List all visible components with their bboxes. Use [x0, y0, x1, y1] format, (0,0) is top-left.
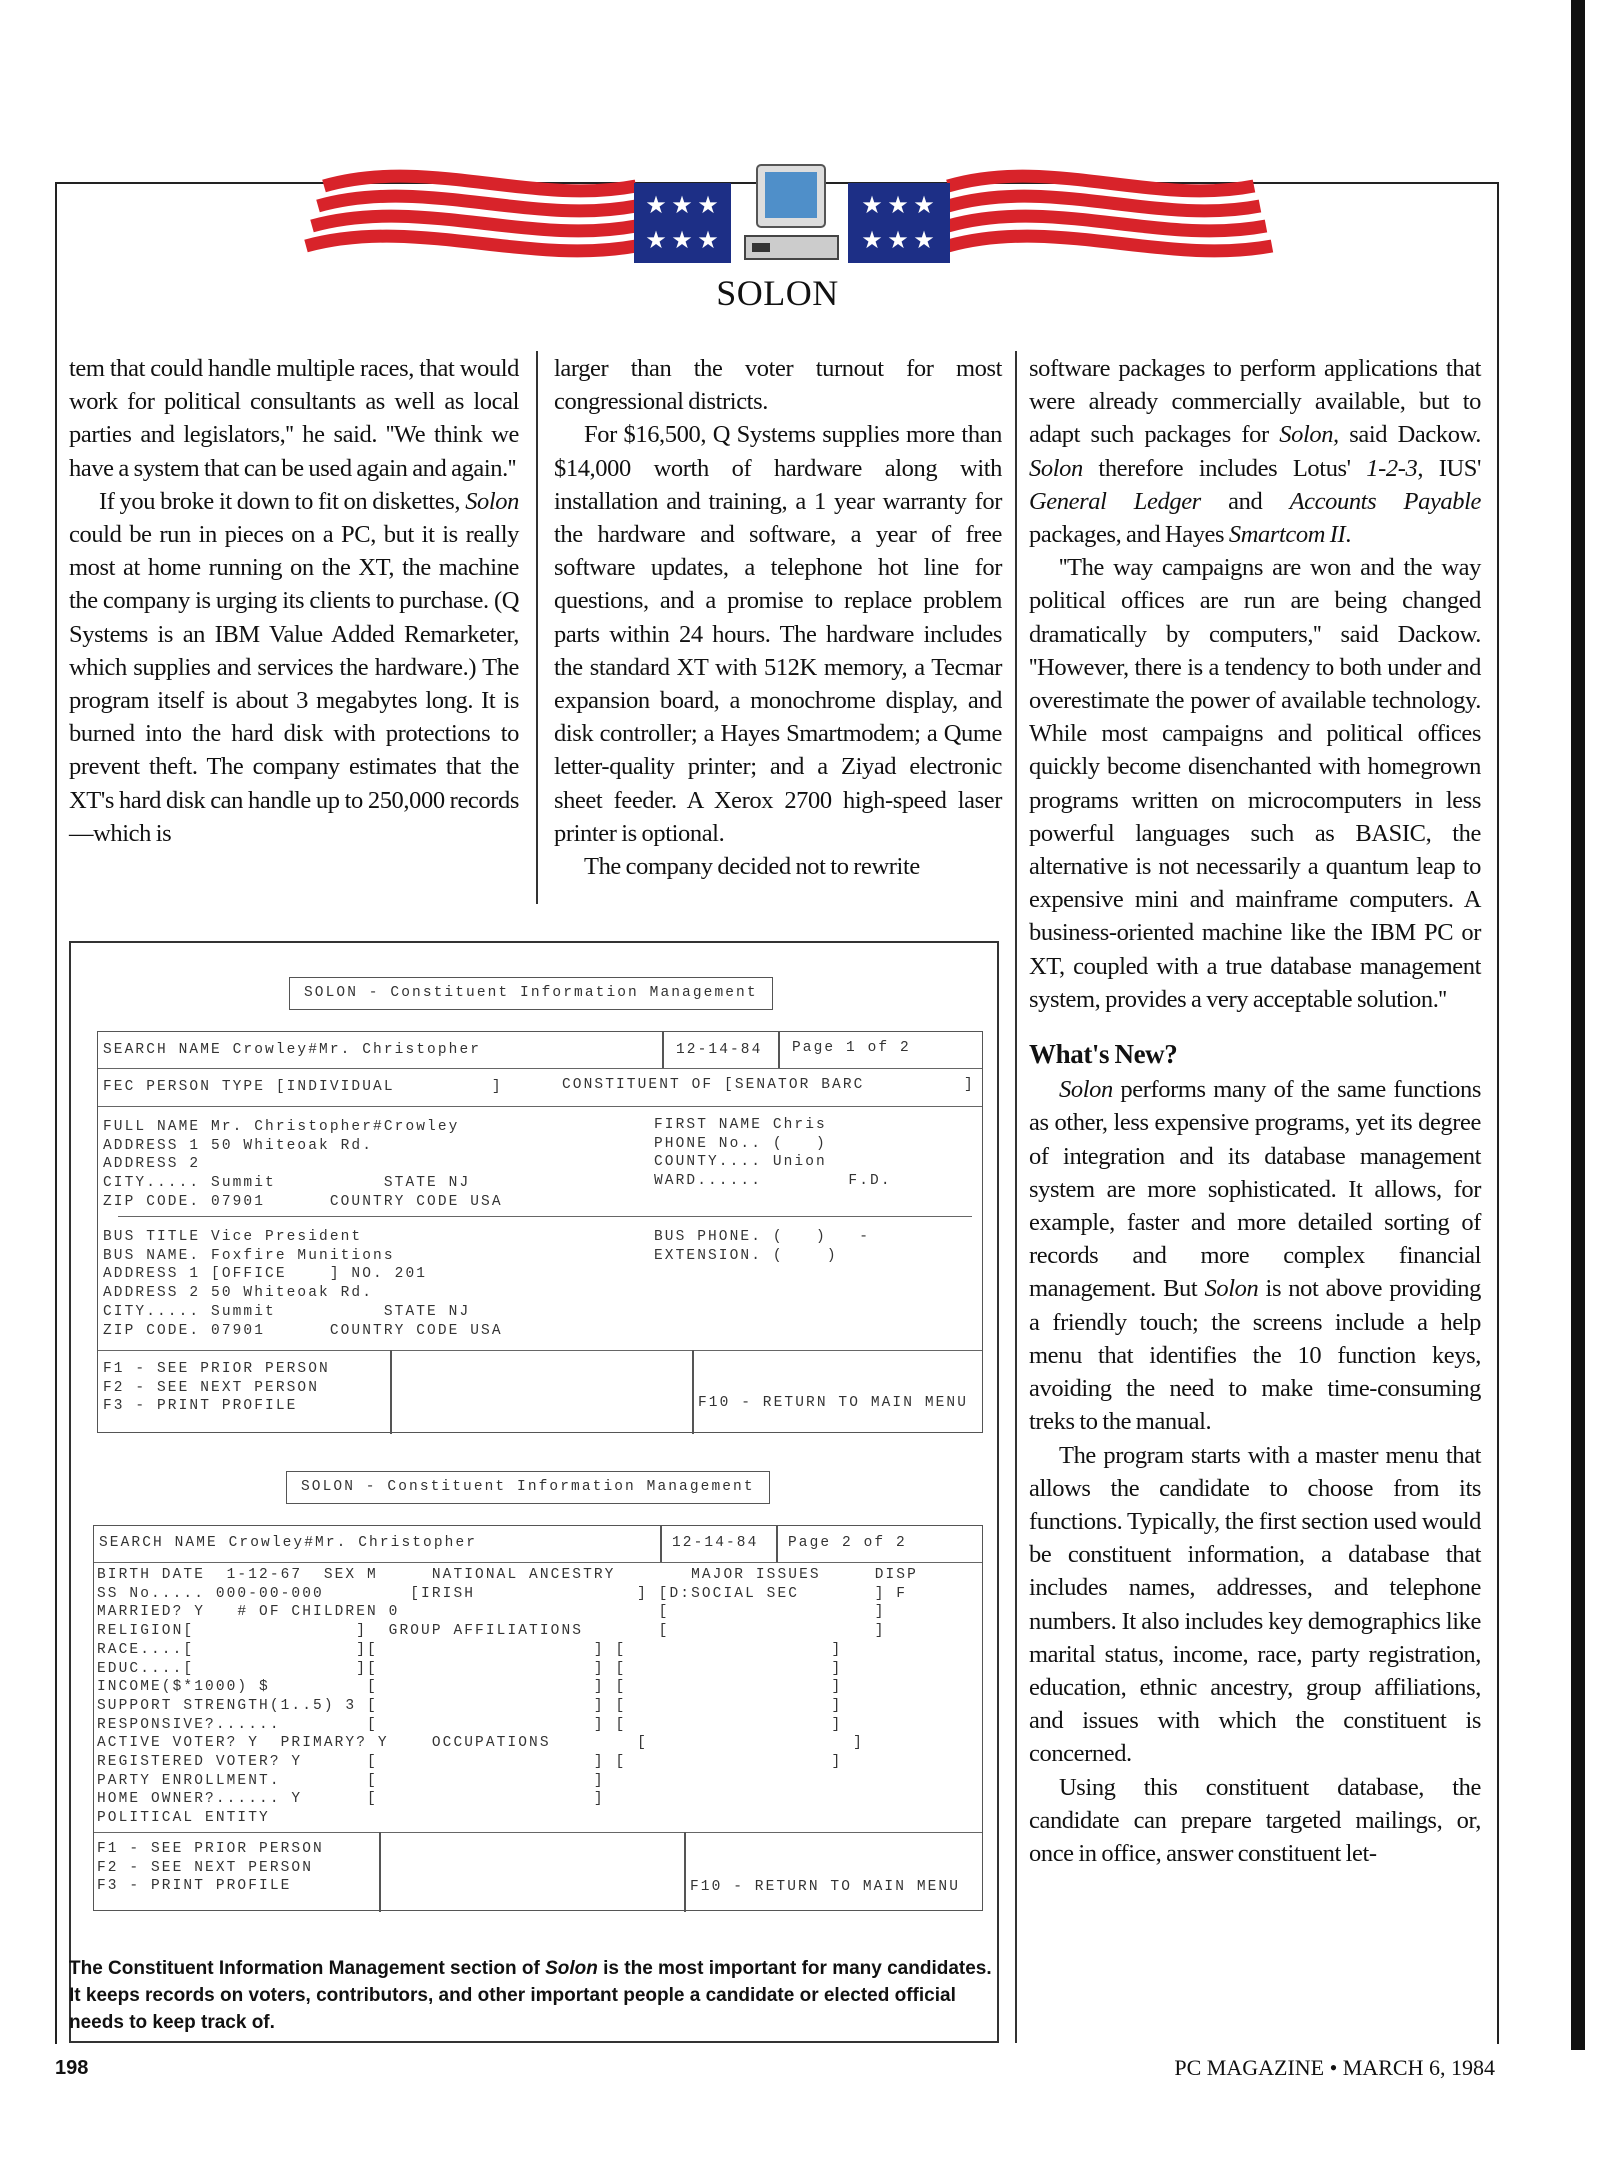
flag-stripe: [948, 176, 1254, 191]
column-rule: [1015, 351, 1017, 2043]
flag-stripe: [318, 196, 636, 211]
text-run: and: [1200, 487, 1290, 515]
paragraph: [1029, 1073, 1481, 1438]
screen1-contact-fields: FIRST NAME Chris PHONE No.. ( ) COUNTY.... Union WARD...... F.D.: [654, 1117, 892, 1190]
star-icon: ★: [913, 226, 935, 254]
text-run: .: [1345, 521, 1352, 549]
screen1-constituent-of: CONSTITUENT OF [SENATOR BARC: [562, 1077, 865, 1093]
paragraph: [1029, 551, 1481, 1016]
screen2-date: 12-14-84: [672, 1535, 759, 1551]
screen2-demographics: BIRTH DATE 1-12-67 SEX M NATIONAL ANCESTRY MAJOR ISSUES DISP SS No..... 000-00-000 [IRISH ] [D:SOCIAL SEC ] F MARRIED? Y # OF CHILDREN 0 [ ] RELIGION[ ] GROUP AFFILIATIONS [ ] RACE....[ ][ ] [ ] EDUC....[ ][ ] [ ] INCOME($*1000) $ [ ] [ ] SUPPORT STRENGTH(1..5) 3 [ ] [ ] RESPONSIVE?...... [ ] [ ] ACTIVE VOTER? Y PRIMARY? Y OCCUPATIONS [ ] REGISTERED VOTER? Y [ ] [ ] PARTY ENROLLMENT. [ ] HOME OWNER?...... Y [ ] POLITICAL ENTITY: [97, 1567, 918, 1827]
screen1-business-fields: BUS TITLE Vice President BUS NAME. Foxfire Munitions ADDRESS 1 [OFFICE ] NO. 201 ADDRESS 2 50 Whiteoak Rd. CITY..... Summit STATE NJ ZIP CODE. 07901 COUNTRY CODE USA: [103, 1229, 503, 1339]
text-run: ''The way campaigns are won and the way political offices are run are being changed dramatically by computers,'' said Dackow. ''However, there is a tendency to both under and overestimate the power of available technology. While most campaigns and political offices quickly become disenchanted with homegrown programs written on microcomputers in less powerful languages such as BASIC, the alternative is not necessarily a quantum leap to expensive mini and mainframe computers. A business-oriented machine like the IBM PC or XT, coupled with a true database management system, provides a very acceptable solution.'': [1029, 554, 1481, 1013]
screen1-date: 12-14-84: [676, 1042, 763, 1058]
figure-caption: [69, 1955, 999, 2036]
text-run: The Constituent Information Management section of: [69, 1958, 546, 1979]
text-run: packages, and Hayes: [1029, 521, 1229, 549]
text-run: larger than the voter turnout for most congressional districts.: [554, 355, 1002, 416]
article-column-1: [69, 352, 519, 850]
screen1-f10-return: F10 - RETURN TO MAIN MENU: [698, 1395, 969, 1411]
star-icon: ★: [887, 191, 909, 219]
text-run: therefore includes Lotus': [1082, 454, 1367, 482]
flag-stripe: [324, 176, 636, 191]
text-run: The company decided not to rewrite: [584, 853, 920, 881]
screen2-panel: [93, 1525, 983, 1911]
italic-text: Solon,: [1279, 421, 1339, 449]
bracket: ]: [964, 1077, 975, 1093]
italic-text: Smartcom II: [1228, 521, 1346, 549]
screen2-search-name: SEARCH NAME Crowley#Mr. Christopher: [99, 1535, 478, 1551]
flag-stripe: [948, 216, 1266, 231]
right-flag-stripes: [948, 176, 1272, 251]
star-icon: ★: [913, 191, 935, 219]
page-edge-bar: [1571, 0, 1585, 2050]
text-run: , IUS': [1417, 454, 1481, 482]
flag-stripe: [306, 236, 636, 251]
screen1-search-name: SEARCH NAME Crowley#Mr. Christopher: [103, 1042, 482, 1058]
screen1-title: SOLON - Constituent Information Management: [289, 977, 773, 1010]
flag-stripe: [312, 216, 636, 231]
italic-text: Solon: [1204, 1275, 1259, 1303]
screen1-home-fields: FULL NAME Mr. Christopher#Crowley ADDRESS 1 50 Whiteoak Rd. ADDRESS 2 CITY..... Summit STATE NJ ZIP CODE. 07901 COUNTRY CODE USA: [103, 1119, 503, 1210]
italic-text: Solon: [545, 1958, 598, 1979]
screen2-f10-return: F10 - RETURN TO MAIN MENU: [690, 1879, 961, 1895]
star-icon: ★: [697, 191, 719, 219]
page-number: 198: [55, 2057, 89, 2079]
text-run: is the most important for many candidates. It keeps records on voters, contributors, and other important people a candidate or elected official needs to keep track of.: [69, 1958, 992, 2033]
star-icon: ★: [671, 191, 693, 219]
star-icon: ★: [645, 191, 667, 219]
star-icon: ★: [861, 191, 883, 219]
star-icon: ★: [861, 226, 883, 254]
paragraph: [554, 418, 1002, 850]
flag-stripe: [948, 196, 1260, 211]
italic-text: Solon: [465, 487, 519, 515]
italic-text: General Ledger: [1029, 487, 1201, 515]
computer-icon: [745, 165, 838, 259]
text-run: said Dackow.: [1338, 421, 1481, 449]
publication-footer: PC MAGAZINE • MARCH 6, 1984: [1174, 2055, 1495, 2080]
star-icon: ★: [671, 226, 693, 254]
text-run: Using this constituent database, the candidate can prepare targeted mailings, or, once in office, answer constituent let-: [1029, 1773, 1481, 1867]
screen2-function-keys: F1 - SEE PRIOR PERSON F2 - SEE NEXT PERSON F3 - PRINT PROFILE: [97, 1841, 324, 1895]
screen2-title: SOLON - Constituent Information Management: [286, 1471, 770, 1504]
text-run: could be run in pieces on a PC, but it is really most at home running on the XT, the machine the company is urging its clients to purchase. (Q Systems is an IBM Value Added Remarketer, which supplies and services the hardware.) The program itself is about 3 megabytes long. It is burned into the hard disk with protections to prevent theft. The company estimates that the XT's hard disk can handle up to 250,000 records—which is: [69, 521, 519, 847]
screen1-business-phone: BUS PHONE. ( ) - EXTENSION. ( ): [654, 1229, 871, 1264]
text-run: performs many of the same functions as other, less expensive programs, yet its degree of integration and its database management system are more sophisticated. It allows, for example, faster and more detailed sorting of records and more complex financial management. But: [1029, 1076, 1481, 1303]
flag-stripe: [948, 236, 1272, 251]
left-flag-stripes: [306, 176, 636, 251]
paragraph: [69, 485, 519, 850]
paragraph: [69, 352, 519, 485]
text-run: The program starts with a master menu that allows the candidate to choose from its functions. Typically, the first section used would be constituent information, a database that includes names, addresses, and telephone numbers. It also includes key demographics like marital status, income, race, party registration, education, ethnic ancestry, group affiliations, and issues with which the constituent is concerned.: [1029, 1441, 1481, 1768]
paragraph: [1029, 352, 1481, 551]
text-run: tem that could handle multiple races, that would work for political consultants as well as local parties and legislators,'' he said. ''We think we have a system that can be used again and again.'': [69, 355, 519, 482]
paragraph: [1029, 1439, 1481, 1771]
article-column-3: [1029, 352, 1481, 1870]
italic-text: Accounts Payable: [1289, 487, 1481, 515]
article-column-2: [554, 352, 1002, 883]
star-icon: ★: [645, 226, 667, 254]
star-icon: ★: [887, 226, 909, 254]
paragraph: [1029, 1771, 1481, 1871]
column-rule: [536, 351, 538, 904]
section-headline: SOLON: [716, 273, 839, 313]
screen1-page: Page 1 of 2: [792, 1040, 911, 1056]
paragraph: [554, 850, 1002, 883]
flag-banner-logo: [0, 140, 1605, 290]
screen2-page: Page 2 of 2: [788, 1535, 907, 1551]
italic-text: Solon: [1029, 454, 1083, 482]
paragraph: [554, 352, 1002, 418]
text-run: For $16,500, Q Systems supplies more than $14,000 worth of hardware along with installation and training, a 1 year warranty for the hardware and software, a year of free software updates, a telephone hot line for questions, and a promise to replace problem parts within 24 hours. The hardware includes the standard XT with 512K memory, a Tecmar expansion board, a monochrome display, and disk controller; a Hayes Smartmodem; a Qume letter-quality printer; and a Ziyad electronic sheet feeder. A Xerox 2700 high-speed laser printer is optional.: [554, 421, 1002, 847]
screen1-panel: [97, 1031, 983, 1433]
screen1-fec-person-type: FEC PERSON TYPE [INDIVIDUAL ]: [103, 1079, 503, 1095]
italic-text: 1-2-3: [1366, 454, 1418, 482]
screen1-function-keys: F1 - SEE PRIOR PERSON F2 - SEE NEXT PERSON F3 - PRINT PROFILE: [103, 1361, 330, 1415]
text-run: If you broke it down to fit on diskettes,: [99, 487, 466, 515]
text-run: is not above providing a friendly touch; the screens include a help menu that identifies the 10 function keys, avoiding the need to make time-consuming treks to the manual.: [1029, 1275, 1481, 1436]
star-icon: ★: [697, 226, 719, 254]
screenshot-figure: [69, 941, 999, 2043]
italic-text: Solon: [1059, 1076, 1113, 1104]
subheading: What's New?: [1029, 1039, 1178, 1070]
text-run: software packages to perform applications that were already commercially available, but to adapt such packages for: [1029, 355, 1481, 449]
